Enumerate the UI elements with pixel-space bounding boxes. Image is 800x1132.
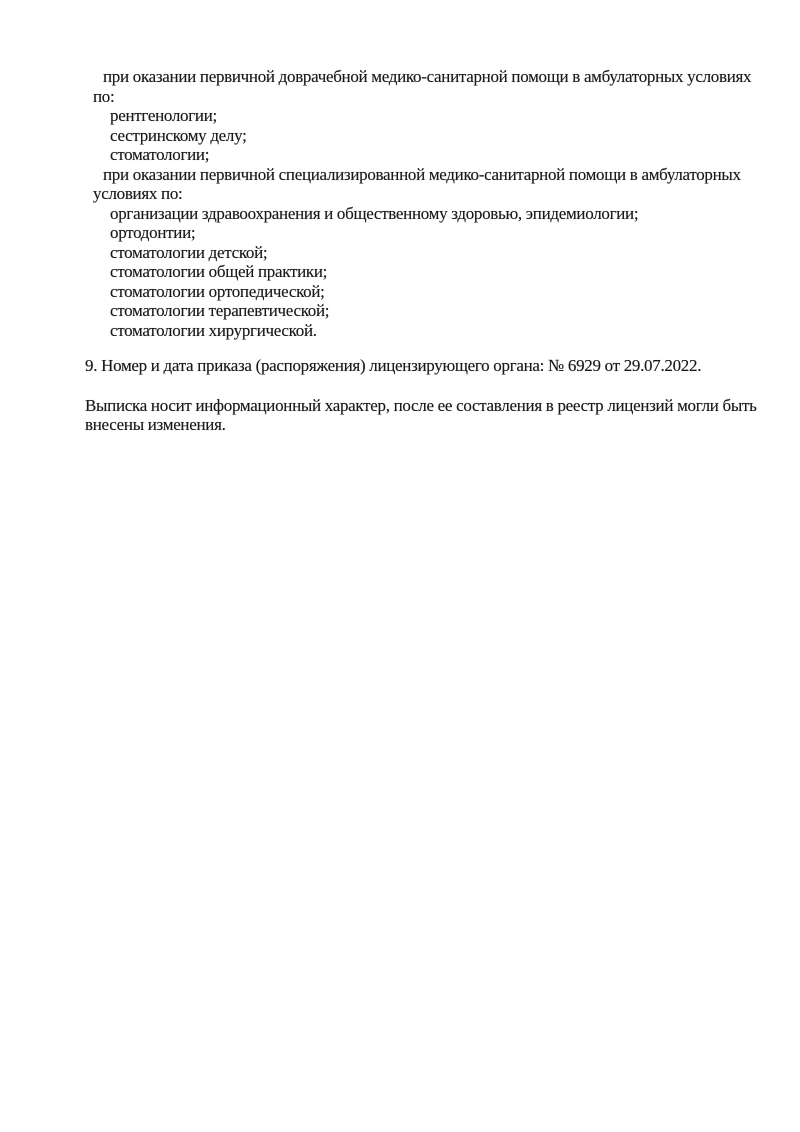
activity-list-item: организации здравоохранения и общественному здоровью, эпидемиологии; <box>110 203 639 223</box>
order-info-paragraph <box>0 356 800 376</box>
activity-list-item: стоматологии хирургической. <box>110 320 317 340</box>
order-info-line: 9. Номер и дата приказа (распоряжения) лицензирующего органа: № 6929 от 29.07.2022. <box>85 356 702 375</box>
activity-list-item: стоматологии; <box>110 145 210 164</box>
activity-paragraph-line: по: <box>93 86 115 106</box>
activity-paragraph-line: при оказании первичной специализированной медико-санитарной помощи в амбулаторных <box>103 164 741 184</box>
license-activities-section <box>0 67 800 340</box>
activity-list-item: стоматологии ортопедической; <box>110 281 325 301</box>
disclaimer-line: внесены изменения. <box>85 415 226 434</box>
activity-list-item: стоматологии терапевтической; <box>110 301 330 320</box>
activity-list-item: стоматологии общей практики; <box>110 262 328 281</box>
activity-list-item: сестринскому делу; <box>110 125 247 145</box>
disclaimer-paragraph <box>0 396 800 435</box>
disclaimer-line: Выписка носит информационный характер, после ее составления в реестр лицензий могли быть <box>85 395 757 415</box>
activity-paragraph-line: при оказании первичной доврачебной медико-санитарной помощи в амбулаторных условиях <box>103 67 752 86</box>
activity-list-item: стоматологии детской; <box>110 242 268 262</box>
activity-paragraph-line: условиях по: <box>93 184 183 203</box>
activity-list-item: ортодонтии; <box>110 223 196 242</box>
document-body <box>0 67 800 435</box>
activity-list-item: рентгенологии; <box>110 106 217 125</box>
